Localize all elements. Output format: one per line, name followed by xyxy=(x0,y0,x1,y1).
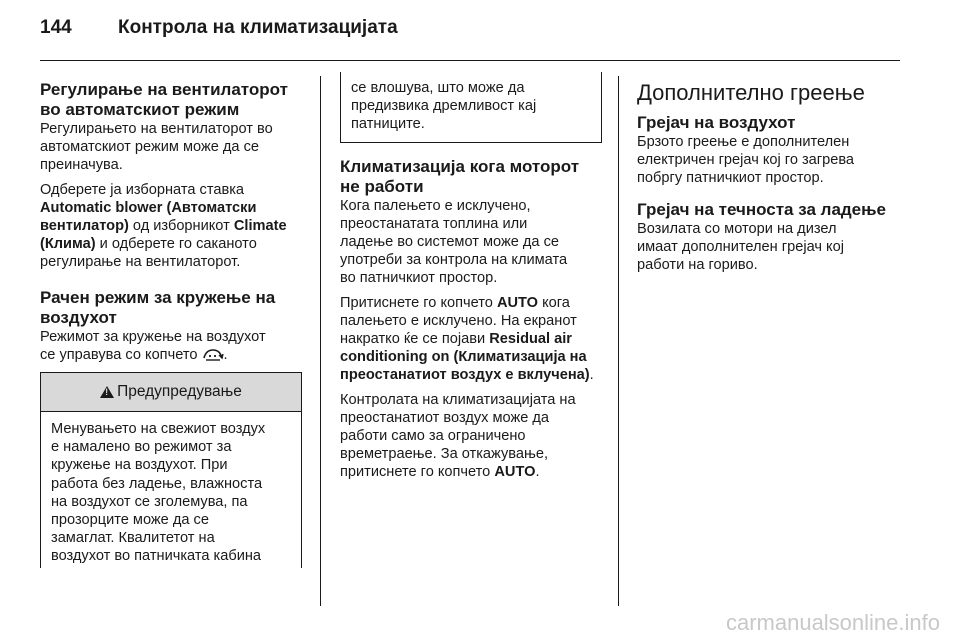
column-2 xyxy=(340,76,602,488)
paragraph-coolant-heater: Возилата со мотори на дизел имаат дополнителен грејач кој работи на гориво. xyxy=(637,220,844,274)
watermark: carmanualsonline.info xyxy=(725,610,940,635)
paragraph-auto-blower-howto: Одберете ја изборната ставка Automatic blower (Автоматски вентилатор) од изборникот Climate (Клима) и одберете го саканото регулирање на вентилаторот. xyxy=(40,181,287,271)
page-number: 144 xyxy=(40,17,72,38)
warning-triangle-icon xyxy=(100,386,114,398)
column-3 xyxy=(637,80,907,280)
column-divider-2 xyxy=(618,76,619,606)
header-rule xyxy=(40,60,900,61)
running-title: Контрола на климатизацијата xyxy=(118,17,398,38)
recirculation-icon xyxy=(202,348,224,362)
section-title-auto-blower: Регулирање на вентилаторот во автоматскиот режим xyxy=(40,80,288,119)
warning-box xyxy=(40,372,302,568)
paragraph-residual-intro: Кога палењето е исклучено, преостанатата топлина или ладење во системот може да се употреби за контрола на климата во патничкиот простор. xyxy=(340,197,568,287)
warning-header: ! Предупредување xyxy=(41,372,301,412)
paragraph-residual-activate: Притиснете го копчето AUTO кога палењето е исклучено. На екранот накратко ќе се појави Residual air conditioning on (Климатизација на преостанатиот воздух е вклучена). xyxy=(340,294,594,384)
section-title-auxiliary-heating: Дополнително греење xyxy=(637,80,865,105)
section-title-residual-climate: Климатизација кога моторот не работи xyxy=(340,156,580,196)
column-divider-1 xyxy=(320,76,321,606)
paragraph-air-heater: Брзото греење е дополнителен електричен грејач кој го загрева побргу патничкиот простор. xyxy=(637,134,855,187)
section-title-air-heater: Грејач на воздухот xyxy=(637,113,796,132)
paragraph-recirculation: Режимот за кружење на воздухот се управува со копчето . xyxy=(40,328,266,363)
paragraph-auto-blower-intro: Регулирањето на вентилаторот во автоматскиот режим може да се преиначува. xyxy=(40,121,273,174)
section-title-coolant-heater: Грејач на течноста за ладење xyxy=(637,199,886,219)
section-title-recirculation: Рачен режим за кружење на воздухот xyxy=(40,287,276,327)
warning-text: Менувањето на свежиот воздух е намалено во режимот за кружење на воздухот. При работа без ладење, влажноста на воздухот се зголемува, па прозорците може да се замаглат. Квалитетот на воздухот во патничката кабина xyxy=(51,421,266,565)
warning-box-continued: се влошува, што може да предизвика дремливост кај патниците. xyxy=(340,72,602,143)
paragraph-residual-cancel: Контролата на климатизацијата на преостанатиот воздух може да работи само за ограничено времетраење. За откажување, притиснете го копчето AUTO. xyxy=(340,391,576,481)
column-1 xyxy=(40,80,302,568)
